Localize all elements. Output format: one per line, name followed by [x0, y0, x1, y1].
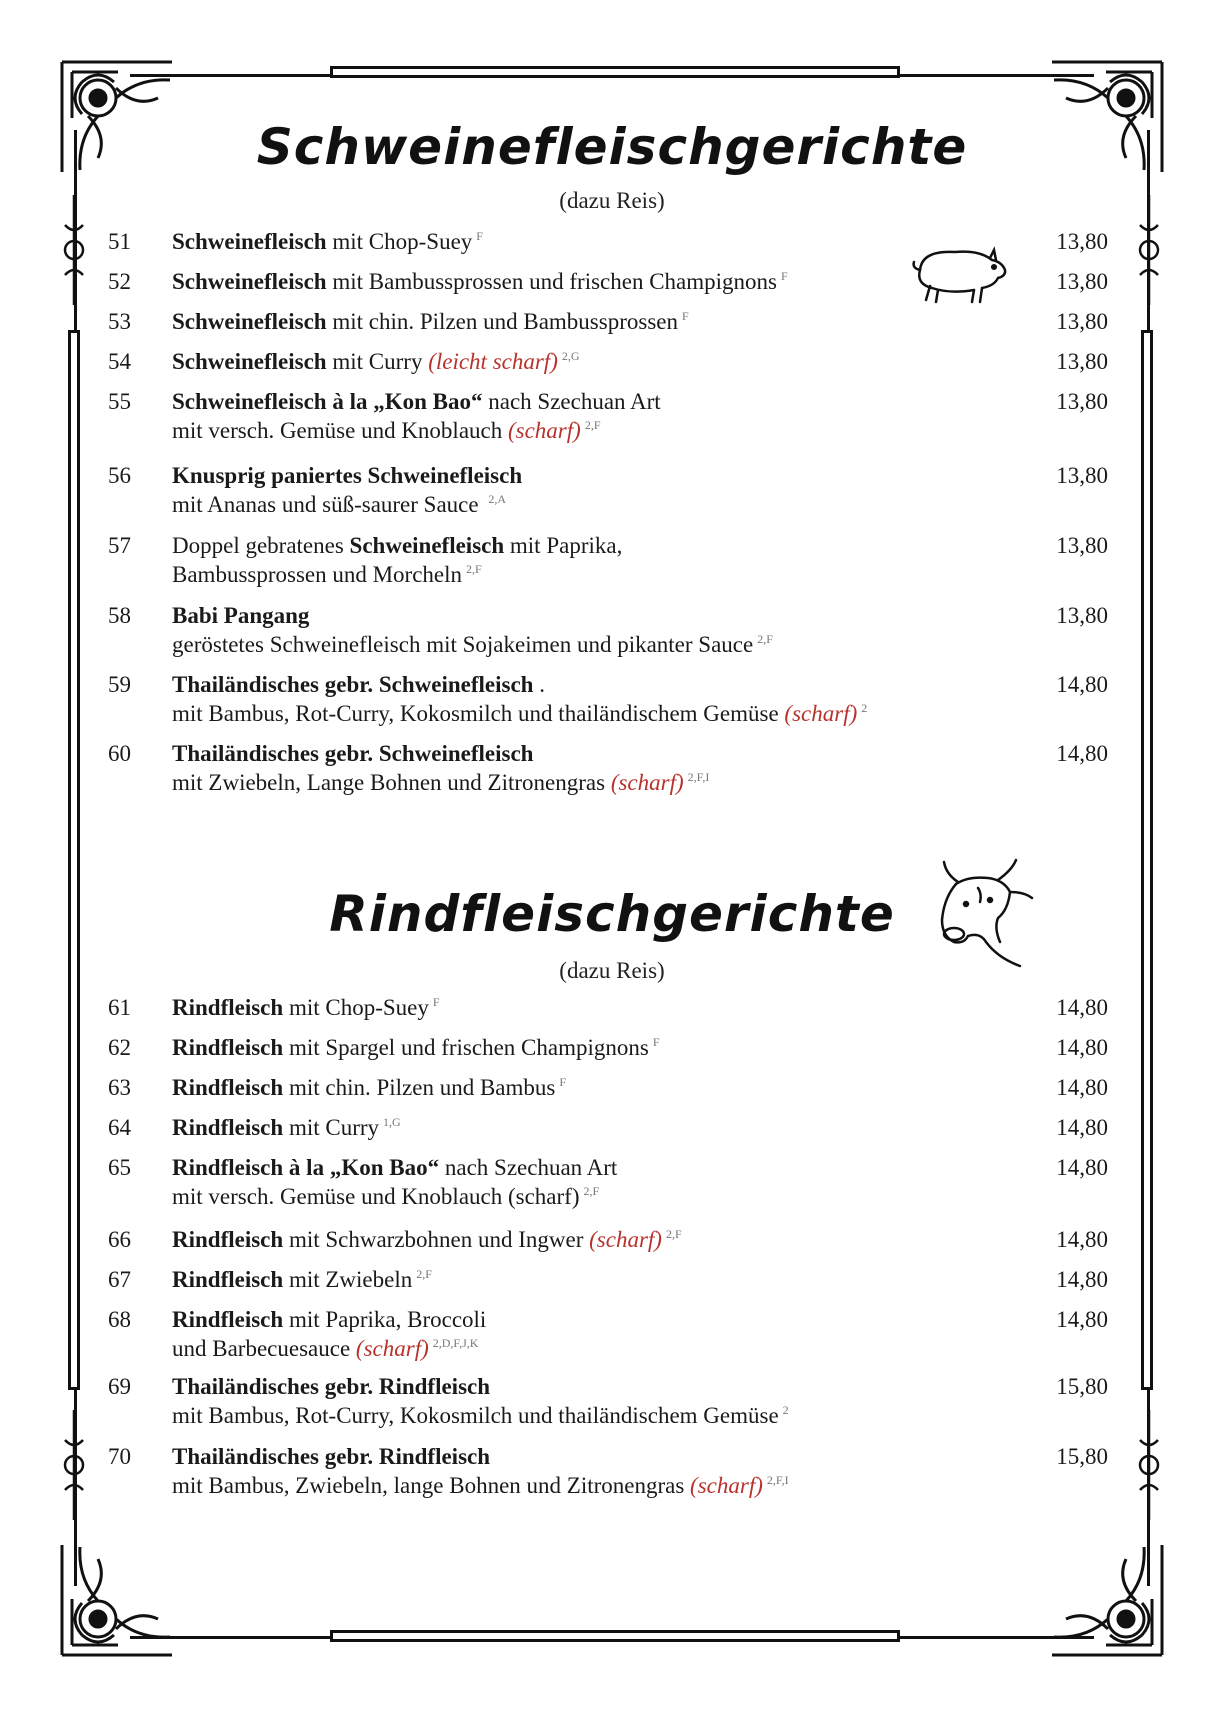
item-description	[172, 1153, 962, 1211]
dish-name-bold: Thailändisches gebr. Schweinefleisch	[172, 672, 534, 697]
dish-description-text: mit Bambus, Rot-Curry, Kokosmilch und thailändischem Gemüse	[172, 1403, 779, 1428]
item-number: 65	[108, 1155, 131, 1180]
description-line-2	[172, 630, 962, 659]
dish-description-text: mit versch. Gemüse und Knoblauch	[172, 418, 508, 443]
frame-left-bar	[68, 330, 80, 1390]
dish-description-text: .	[533, 672, 545, 697]
section-subtitle-beef: (dazu Reis)	[559, 958, 665, 983]
allergen-codes: F	[559, 1075, 567, 1089]
item-number: 54	[108, 349, 131, 374]
item-price: 14,80	[1056, 672, 1108, 697]
item-number: 53	[108, 309, 131, 334]
dish-name-bold: Schweinefleisch	[172, 269, 327, 294]
allergen-codes: F	[476, 229, 483, 243]
pork-menu-item	[108, 601, 1108, 659]
dish-description-text: mit Curry	[283, 1115, 380, 1140]
item-number: 68	[108, 1307, 131, 1332]
spicy-label: (scharf)	[610, 770, 684, 795]
dish-description-text: mit chin. Pilzen und Bambussprossen	[326, 309, 678, 334]
item-description	[172, 307, 962, 336]
description-line-1	[172, 227, 962, 256]
allergen-codes: 2,F	[466, 562, 482, 576]
dish-name-bold: Rindfleisch	[172, 1307, 284, 1332]
description-line-1	[172, 993, 962, 1022]
frame-bottom-bar	[330, 1630, 900, 1642]
item-price: 15,80	[1056, 1444, 1108, 1469]
description-line-2	[172, 416, 962, 445]
section-subtitle-pork: (dazu Reis)	[559, 188, 665, 213]
dish-description-text: mit Paprika, Broccoli	[283, 1307, 487, 1332]
item-description	[172, 993, 962, 1022]
beef-menu-item	[108, 1113, 1108, 1142]
dish-name-bold: Rindfleisch	[172, 1115, 284, 1140]
pork-menu-item	[108, 387, 1108, 445]
dish-description-text: geröstetes Schweinefleisch mit Sojakeimen und pikanter Sauce	[172, 632, 754, 657]
dish-description-text: mit Schwarzbohnen und Ingwer	[283, 1227, 590, 1252]
allergen-codes: 2,G	[561, 349, 580, 363]
dish-name-bold: Schweinefleisch	[172, 309, 327, 334]
item-number: 69	[108, 1374, 131, 1399]
dish-description-text: und Barbecuesauce	[172, 1336, 356, 1361]
allergen-codes: 2	[861, 701, 868, 715]
dish-name-bold: Rindfleisch	[172, 995, 284, 1020]
item-description	[172, 531, 962, 589]
cow-head-icon	[928, 858, 1040, 970]
item-number: 60	[108, 741, 131, 766]
allergen-codes: 2,F,I	[766, 1473, 789, 1487]
item-number: 64	[108, 1115, 131, 1140]
item-price: 14,80	[1056, 995, 1108, 1020]
dish-name-bold: Knusprig paniertes Schweinefleisch	[172, 463, 523, 488]
beef-menu-item	[108, 1033, 1108, 1062]
spicy-label: (scharf)	[507, 418, 581, 443]
dish-description-text: mit Spargel und frischen Champignons	[283, 1035, 649, 1060]
dish-name-bold: Schweinefleisch à la „Kon Bao“	[172, 389, 483, 414]
description-line-1	[172, 1305, 962, 1334]
pork-menu-item	[108, 739, 1108, 797]
item-price: 13,80	[1056, 463, 1108, 488]
beef-menu-item	[108, 1442, 1108, 1500]
item-description	[172, 1113, 962, 1142]
description-line-1	[172, 347, 962, 376]
dish-name-bold: Thailändisches gebr. Rindfleisch	[172, 1374, 491, 1399]
item-number: 55	[108, 389, 131, 414]
item-price: 13,80	[1056, 349, 1108, 374]
ornament-corner-bottom-right-icon	[1048, 1541, 1166, 1659]
beef-menu-item	[108, 1073, 1108, 1102]
item-price: 14,80	[1056, 741, 1108, 766]
description-line-2	[172, 1471, 962, 1500]
allergen-codes: 2,F	[665, 1227, 682, 1241]
dish-description-text: mit Bambussprossen und frischen Champignons	[326, 269, 777, 294]
beef-menu-item	[108, 1225, 1108, 1254]
dish-description-text: nach Szechuan Art	[482, 389, 661, 414]
dish-name-bold: Rindfleisch	[172, 1267, 284, 1292]
beef-menu-item	[108, 1153, 1108, 1211]
description-line-1	[172, 387, 962, 416]
allergen-codes: F	[681, 309, 689, 323]
description-line-1	[172, 1153, 962, 1182]
description-line-1	[172, 1033, 962, 1062]
dish-description-text: mit Bambus, Zwiebeln, lange Bohnen und Zitronengras	[172, 1473, 691, 1498]
item-number: 67	[108, 1267, 131, 1292]
item-price: 14,80	[1056, 1115, 1108, 1140]
dish-name-bold: Rindfleisch	[172, 1227, 284, 1252]
item-description	[172, 1073, 962, 1102]
spicy-label: (scharf)	[784, 701, 858, 726]
item-description	[172, 1225, 962, 1254]
allergen-codes: 2	[782, 1403, 789, 1417]
pork-menu-item	[108, 670, 1108, 728]
allergen-codes: 2,A	[488, 492, 507, 506]
item-price: 14,80	[1056, 1267, 1108, 1292]
item-number: 70	[108, 1444, 131, 1469]
item-price: 14,80	[1056, 1227, 1108, 1252]
item-number: 56	[108, 463, 131, 488]
item-description	[172, 1305, 962, 1363]
description-line-2	[172, 490, 962, 519]
dish-description-text: Doppel gebratenes	[172, 533, 350, 558]
dish-name-bold: Rindfleisch à la „Kon Bao“	[172, 1155, 440, 1180]
item-number: 57	[108, 533, 131, 558]
item-price: 13,80	[1056, 533, 1108, 558]
description-line-1	[172, 1113, 962, 1142]
description-line-2	[172, 1182, 962, 1211]
description-line-2	[172, 560, 962, 589]
allergen-codes: 2,F	[583, 1184, 600, 1198]
item-price: 13,80	[1056, 229, 1108, 254]
item-number: 59	[108, 672, 131, 697]
allergen-codes: 2,F,I	[687, 770, 710, 784]
pork-menu-item	[108, 461, 1108, 519]
allergen-codes: 1,G	[383, 1115, 401, 1129]
description-line-1	[172, 531, 962, 560]
dish-name-bold: Babi Pangang	[172, 603, 310, 628]
ornament-right-lower-icon	[1137, 1410, 1161, 1520]
spicy-label: (scharf)	[690, 1473, 763, 1498]
beef-menu-item	[108, 1372, 1108, 1430]
spicy-label: (leicht scharf)	[428, 349, 558, 374]
description-line-1	[172, 461, 962, 490]
spicy-label: (scharf)	[355, 1336, 429, 1361]
section-title-beef: Rindfleischgerichte	[329, 885, 895, 943]
dish-description-text: mit Zwiebeln	[283, 1267, 413, 1292]
dish-description-text: mit Curry	[326, 349, 429, 374]
item-description	[172, 461, 962, 519]
item-number: 66	[108, 1227, 131, 1252]
dish-name-bold: Schweinefleisch	[349, 533, 505, 558]
description-line-1	[172, 601, 962, 630]
allergen-codes: 2,F	[416, 1267, 432, 1281]
item-price: 14,80	[1056, 1035, 1108, 1060]
description-line-1	[172, 267, 962, 296]
item-price: 13,80	[1056, 269, 1108, 294]
item-price: 14,80	[1056, 1155, 1108, 1180]
description-line-1	[172, 670, 962, 699]
dish-name-bold: Thailändisches gebr. Schweinefleisch	[172, 741, 534, 766]
item-price: 13,80	[1056, 309, 1108, 334]
description-line-2	[172, 699, 962, 728]
dish-description-text: mit Paprika,	[504, 533, 623, 558]
beef-menu-item	[108, 1265, 1108, 1294]
allergen-codes: F	[652, 1035, 660, 1049]
item-description	[172, 227, 962, 256]
pork-menu-item	[108, 347, 1108, 376]
beef-menu-item	[108, 993, 1108, 1022]
spicy-label: (scharf)	[589, 1227, 662, 1252]
allergen-codes: 2,D,F,J,K	[432, 1336, 479, 1350]
dish-description-text: mit Ananas und süß-saurer Sauce	[172, 492, 485, 517]
description-line-1	[172, 307, 962, 336]
item-description	[172, 1442, 962, 1500]
allergen-codes: F	[432, 995, 440, 1009]
description-line-1	[172, 1442, 962, 1471]
item-price: 14,80	[1056, 1075, 1108, 1100]
allergen-codes: 2,F	[757, 632, 773, 646]
pork-menu-item	[108, 307, 1108, 336]
frame-right-bar	[1141, 330, 1153, 1390]
item-price: 14,80	[1056, 1307, 1108, 1332]
beef-menu-item	[108, 1305, 1108, 1363]
item-number: 62	[108, 1035, 131, 1060]
description-line-2	[172, 1401, 962, 1430]
item-number: 63	[108, 1075, 131, 1100]
pork-menu-item	[108, 531, 1108, 589]
item-description	[172, 267, 962, 296]
item-number: 61	[108, 995, 131, 1020]
dish-description-text: mit chin. Pilzen und Bambus	[283, 1075, 556, 1100]
dish-description-text: mit Chop-Suey	[326, 229, 473, 254]
item-description	[172, 601, 962, 659]
frame-top-bar	[330, 66, 900, 78]
item-number: 51	[108, 229, 131, 254]
dish-description-text: mit Chop-Suey	[283, 995, 429, 1020]
dish-description-text: Bambussprossen und Morcheln	[172, 562, 463, 587]
allergen-codes: F	[781, 269, 788, 283]
dish-name-bold: Schweinefleisch	[172, 229, 327, 254]
description-line-1	[172, 1265, 962, 1294]
item-number: 58	[108, 603, 131, 628]
description-line-2	[172, 1334, 962, 1363]
description-line-1	[172, 1073, 962, 1102]
item-description	[172, 1265, 962, 1294]
ornament-left-lower-icon	[62, 1410, 86, 1520]
item-price: 13,80	[1056, 389, 1108, 414]
description-line-1	[172, 1372, 962, 1401]
item-description	[172, 1033, 962, 1062]
item-price: 13,80	[1056, 603, 1108, 628]
dish-name-bold: Rindfleisch	[172, 1035, 284, 1060]
dish-description-text: mit versch. Gemüse und Knoblauch (scharf)	[172, 1184, 580, 1209]
dish-name-bold: Schweinefleisch	[172, 349, 327, 374]
section-title-pork: Schweinefleischgerichte	[256, 118, 968, 176]
pork-menu-item	[108, 267, 1108, 296]
dish-name-bold: Rindfleisch	[172, 1075, 284, 1100]
description-line-2	[172, 768, 962, 797]
pork-menu-item	[108, 227, 1108, 256]
description-line-1	[172, 739, 962, 768]
item-description	[172, 347, 962, 376]
dish-description-text: mit Zwiebeln, Lange Bohnen und Zitronengras	[172, 770, 611, 795]
dish-description-text: mit Bambus, Rot-Curry, Kokosmilch und thailändischem Gemüse	[172, 701, 785, 726]
item-description	[172, 1372, 962, 1430]
item-price: 15,80	[1056, 1374, 1108, 1399]
item-description	[172, 739, 962, 797]
dish-name-bold: Thailändisches gebr. Rindfleisch	[172, 1444, 491, 1469]
description-line-1	[172, 1225, 962, 1254]
item-description	[172, 670, 962, 728]
ornament-corner-bottom-left-icon	[58, 1541, 176, 1659]
allergen-codes: 2,F	[584, 418, 601, 432]
item-number: 52	[108, 269, 131, 294]
item-description	[172, 387, 962, 445]
dish-description-text: nach Szechuan Art	[439, 1155, 618, 1180]
